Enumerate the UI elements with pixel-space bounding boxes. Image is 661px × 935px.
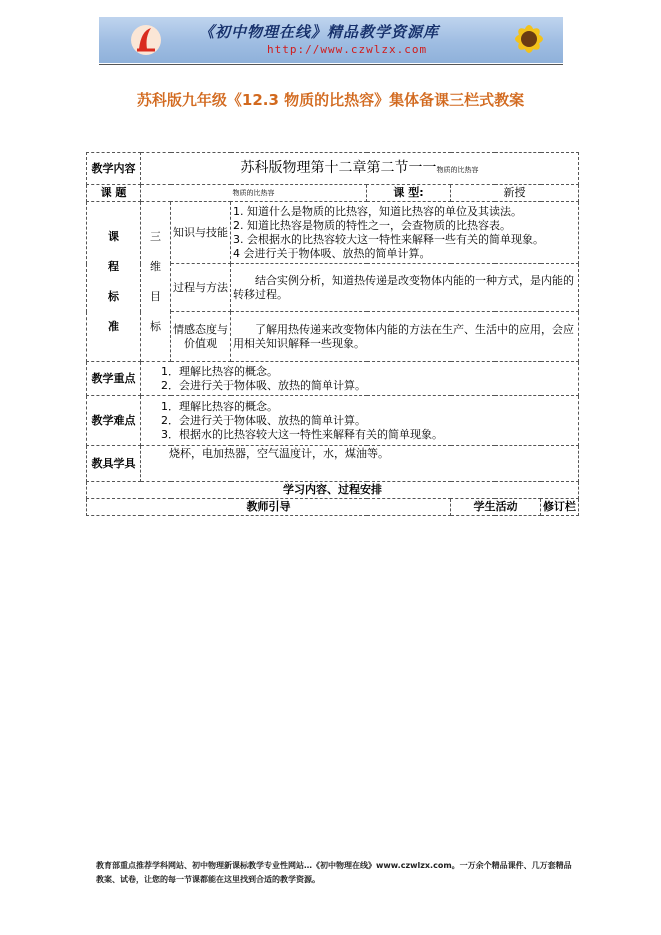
banner-title: 《初中物理在线》精品教学资源库 [199, 23, 440, 41]
dimension-char: 三 [150, 229, 161, 243]
column-header-row [87, 499, 579, 516]
type-label: 课 型: [367, 185, 451, 202]
difficulty-item: 1．理解比热容的概念。 [161, 399, 278, 413]
topic-row [87, 185, 579, 202]
sunflower-icon [495, 19, 555, 63]
dimension-char: 维 [150, 259, 161, 273]
emotion-label: 情感态度与价值观 [171, 312, 231, 362]
content-sub-text: 物质的比热容 [436, 165, 479, 174]
topic-label: 课 题 [87, 185, 141, 202]
content-value [141, 153, 579, 185]
standard-label [87, 202, 141, 362]
content-main-text: 苏科版物理第十二章第二节一一 [240, 159, 437, 176]
tools-value: 烧杯，电加热器，空气温度计，水，煤油等。 [141, 446, 579, 482]
process-text: 结合实例分析，知道热传递是改变物体内能的一种方式，是内能的转移过程。 [231, 264, 579, 312]
teacher-guide-header: 教师引导 [87, 499, 451, 516]
dimension-char: 标 [150, 319, 161, 333]
content-row [87, 153, 579, 185]
revision-header: 修订栏 [541, 499, 579, 516]
arrangement-header: 学习内容、过程安排 [87, 482, 579, 499]
difficulty-row [87, 396, 579, 446]
tools-row [87, 446, 579, 482]
knowledge-row [87, 202, 579, 264]
tools-label: 教具学具 [87, 446, 141, 482]
dimension-char: 目 [150, 289, 161, 303]
document-title: 苏科版九年级《12.3 物质的比热容》集体备课三栏式教案 [136, 91, 525, 109]
arrangement-row [87, 482, 579, 499]
difficulty-item: 2．会进行关于物体吸、放热的简单计算。 [161, 413, 366, 427]
key-list [141, 362, 579, 396]
three-dimension-label [141, 202, 171, 362]
type-value: 新授 [451, 185, 579, 202]
page-footer: 教育部重点推荐学科网站、初中物理新课标教学专业性网站…《初中物理在线》www.czwlzx.com。一万余个精品课件、几万套精品教案、试卷，让您的每一节课都能在这里找到合适的教学资源。 [96, 861, 572, 884]
banner-divider [99, 64, 563, 65]
key-item: 2．会进行关于物体吸、放热的简单计算。 [161, 378, 366, 392]
site-banner [99, 17, 563, 63]
content-label: 教学内容 [87, 153, 141, 185]
knowledge-label: 知识与技能 [171, 202, 231, 264]
lesson-plan-table [86, 152, 579, 516]
topic-value: 物质的比热容 [141, 185, 367, 202]
site-logo-icon [129, 23, 163, 57]
knowledge-item: 3. 会根据水的比热容较大这一特性来解释一些有关的简单现象。 [233, 232, 544, 246]
key-item: 1．理解比热容的概念。 [161, 364, 278, 378]
student-activity-header: 学生活动 [451, 499, 541, 516]
standard-char: 标 [108, 289, 119, 303]
difficulty-list [141, 396, 579, 446]
key-label: 教学重点 [87, 362, 141, 396]
knowledge-item: 4 会进行关于物体吸、放热的简单计算。 [233, 246, 431, 260]
knowledge-item: 1. 知道什么是物质的比热容，知道比热容的单位及其读法。 [233, 204, 522, 218]
key-row [87, 362, 579, 396]
banner-url[interactable]: http://www.czwlzx.com [267, 43, 428, 56]
difficulty-item: 3．根据水的比热容较大这一特性来解释有关的简单现象。 [161, 427, 443, 441]
process-label: 过程与方法 [171, 264, 231, 312]
standard-char: 准 [108, 319, 119, 333]
knowledge-item: 2. 知道比热容是物质的特性之一，会查物质的比热容表。 [233, 218, 511, 232]
standard-char: 课 [108, 229, 119, 243]
emotion-text: 了解用热传递来改变物体内能的方法在生产、生活中的应用，会应用相关知识解释一些现象。 [231, 312, 579, 362]
difficulty-label: 教学难点 [87, 396, 141, 446]
standard-char: 程 [108, 259, 119, 273]
knowledge-list [231, 202, 579, 264]
